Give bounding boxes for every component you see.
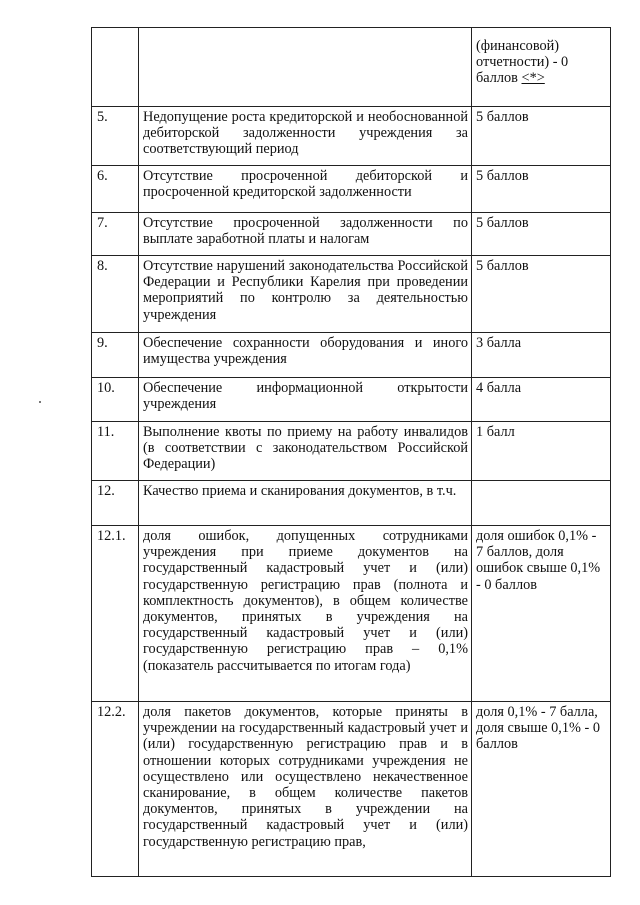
criterion-description: Качество приема и сканирования документов, в т.ч. [139,481,472,526]
criterion-score: 4 балла [472,378,611,422]
table-row [92,378,611,422]
criterion-description: Обеспечение информационной открытости учреждения [139,378,472,422]
criterion-score: 5 баллов [472,213,611,256]
criterion-description [139,28,472,107]
criterion-description: доля ошибок, допущенных сотрудниками учреждения при приеме документов на государственный кадастровый учет и (или) государственную регистрацию прав (полнота и комплектность документов), в общем количестве документов, принятых в учреждения на государственный кадастровый учет и (или) государственную регистрацию прав – 0,1% (показатель рассчитывается по итогам года) [139,526,472,702]
footnote-reference[interactable]: <*> [521,70,545,87]
table-row [92,256,611,333]
table-row [92,526,611,702]
criterion-description: Отсутствие просроченной задолженности по выплате заработной платы и налогам [139,213,472,256]
criterion-score: доля 0,1% - 7 балла, доля свыше 0,1% - 0 баллов [472,702,611,877]
row-number: 12. [92,481,139,526]
criterion-score [472,481,611,526]
criterion-description: Отсутствие просроченной дебиторской и просроченной кредиторской задолженности [139,166,472,213]
row-number: 10. [92,378,139,422]
row-number: 9. [92,333,139,378]
table-row [92,166,611,213]
criterion-score: 1 балл [472,422,611,481]
criteria-table [91,27,611,877]
criterion-description: доля пакетов документов, которые приняты в учреждении на государственный кадастровый учет и (или) государственную регистрацию прав и в отношении которых сотрудниками учреждения не осуществлено или осуществлено некачественное сканирование, в общем количестве пакетов документов, принятых в учреждении на государственный кадастровый учет и (или) государственную регистрацию прав, [139,702,472,877]
criterion-description: Недопущение роста кредиторской и необоснованной дебиторской задолженности учреждения за соответствующий период [139,107,472,166]
row-number: 11. [92,422,139,481]
table-row [92,333,611,378]
table-row [92,481,611,526]
criterion-score: 5 баллов [472,107,611,166]
criterion-score: доля ошибок 0,1% - 7 баллов, доля ошибок свыше 0,1% - 0 баллов [472,526,611,702]
table-row [92,422,611,481]
row-number: 12.1. [92,526,139,702]
criterion-score [472,28,611,107]
criterion-description: Выполнение квоты по приему на работу инвалидов (в соответствии с законодательством Российской Федерации) [139,422,472,481]
criterion-description: Отсутствие нарушений законодательства Российской Федерации и Республики Карелия при проведении мероприятий по контролю за деятельностью учреждения [139,256,472,333]
table-row [92,28,611,107]
row-number [92,28,139,107]
row-number: 5. [92,107,139,166]
criterion-score: 5 баллов [472,166,611,213]
table-row [92,213,611,256]
row-number: 6. [92,166,139,213]
criterion-description: Обеспечение сохранности оборудования и иного имущества учреждения [139,333,472,378]
scan-artifact [39,401,41,403]
score-text: (финансовой) отчетности) - 0 баллов [476,38,569,87]
criterion-score: 3 балла [472,333,611,378]
table-row [92,702,611,877]
table-row [92,107,611,166]
row-number: 8. [92,256,139,333]
row-number: 7. [92,213,139,256]
row-number: 12.2. [92,702,139,877]
criterion-score: 5 баллов [472,256,611,333]
